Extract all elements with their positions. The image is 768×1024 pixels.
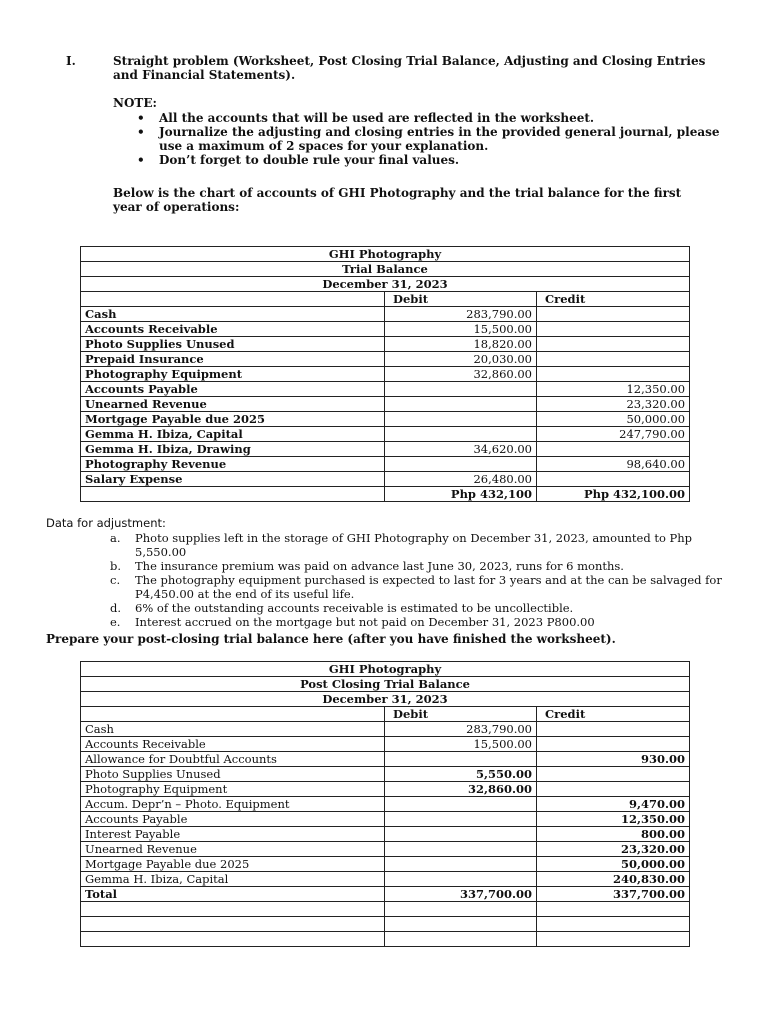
table-row [81,722,690,737]
adjustment-item [110,615,730,629]
section-numeral: I. [66,54,76,68]
table-row [81,827,690,842]
total-label [81,487,385,502]
account-name: Accounts Receivable [81,322,385,337]
tb-debit-header: Debit [385,292,537,307]
credit-cell [537,737,690,752]
credit-cell: 930.00 [537,752,690,767]
adjustment-item [110,559,730,573]
blank-row [81,917,690,932]
credit-cell [537,767,690,782]
account-name: Interest Payable [81,827,385,842]
pc-account-header [81,707,385,722]
debit-cell [385,827,537,842]
account-name: Mortgage Payable due 2025 [81,857,385,872]
note-list [137,111,727,167]
debit-cell [385,427,537,442]
table-row [81,367,690,382]
account-name: Salary Expense [81,472,385,487]
table-row [81,397,690,412]
debit-cell [385,797,537,812]
total-row [81,487,690,502]
debit-cell: 20,030.00 [385,352,537,367]
credit-cell [537,352,690,367]
account-name: Accounts Receivable [81,737,385,752]
account-name: Gemma H. Ibiza, Capital [81,872,385,887]
table-row [81,322,690,337]
total-credit: Php 432,100.00 [537,487,690,502]
table-row [81,842,690,857]
debit-cell: 283,790.00 [385,307,537,322]
account-name: Photography Equipment [81,367,385,382]
item-text: The insurance premium was paid on advance last June 30, 2023, runs for 6 months. [135,559,624,573]
total-debit: Php 432,100 [385,487,537,502]
credit-cell: 800.00 [537,827,690,842]
note-item: • Don’t forget to double rule your final values. [137,153,727,167]
problem-title: Straight problem (Worksheet, Post Closing Trial Balance, Adjusting and Closing Entries and Financial Statements). [113,54,706,82]
table-row [81,857,690,872]
debit-cell: 15,500.00 [385,737,537,752]
credit-cell [537,307,690,322]
adjustment-item [110,601,730,615]
item-text: 6% of the outstanding accounts receivable is estimated to be uncollectible. [135,601,574,615]
table-row [81,767,690,782]
adjustments-label: Data for adjustment: [46,516,166,530]
table-row [81,752,690,767]
table-row [81,737,690,752]
debit-cell [385,397,537,412]
item-text: Interest accrued on the mortgage but not paid on December 31, 2023 P800.00 [135,615,595,629]
table-row [81,457,690,472]
tb-date: December 31, 2023 [81,277,690,292]
debit-cell [385,812,537,827]
item-letter: a. [110,531,121,545]
account-name: Unearned Revenue [81,397,385,412]
account-name: Photo Supplies Unused [81,337,385,352]
note-item: • Journalize the adjusting and closing entries in the provided general journal, please use a maximum of 2 spaces for your explanation. [137,125,727,153]
account-name: Allowance for Doubtful Accounts [81,752,385,767]
credit-cell: 247,790.00 [537,427,690,442]
credit-cell [537,337,690,352]
debit-cell [385,752,537,767]
item-text: Photo supplies left in the storage of GHI Photography on December 31, 2023, amounted to Php 5,550.00 [135,531,693,559]
credit-cell: 240,830.00 [537,872,690,887]
debit-cell [385,412,537,427]
trial-balance-table [80,246,690,502]
pc-credit-header: Credit [537,707,690,722]
tb-company: GHI Photography [81,247,690,262]
debit-cell: 5,550.00 [385,767,537,782]
credit-cell: 12,350.00 [537,812,690,827]
table-row [81,797,690,812]
prepare-instruction: Prepare your post-closing trial balance here (after you have finished the worksheet). [46,632,616,646]
debit-cell: 32,860.00 [385,367,537,382]
blank-row [81,932,690,947]
adjustment-item [110,531,730,559]
credit-cell [537,322,690,337]
credit-cell [537,442,690,457]
credit-cell: 50,000.00 [537,857,690,872]
account-name: Mortgage Payable due 2025 [81,412,385,427]
table-row [81,337,690,352]
debit-cell [385,857,537,872]
account-name: Cash [81,307,385,322]
debit-cell [385,382,537,397]
table-row [81,872,690,887]
adjustments-list [110,531,730,629]
account-name: Photography Revenue [81,457,385,472]
account-name: Photo Supplies Unused [81,767,385,782]
table-row [81,427,690,442]
table-row [81,352,690,367]
debit-cell: 283,790.00 [385,722,537,737]
blank-row [81,902,690,917]
note-item: • All the accounts that will be used are reflected in the worksheet. [137,111,727,125]
debit-cell: 34,620.00 [385,442,537,457]
item-letter: e. [110,615,121,629]
credit-cell: 50,000.00 [537,412,690,427]
account-name: Gemma H. Ibiza, Capital [81,427,385,442]
item-text: The photography equipment purchased is expected to last for 3 years and at the can be salvaged for P4,450.00 at the end of its useful life. [135,573,722,601]
total-label: Total [81,887,385,902]
table-row [81,782,690,797]
debit-cell [385,842,537,857]
pc-title: Post Closing Trial Balance [81,677,690,692]
intro-text: Below is the chart of accounts of GHI Photography and the trial balance for the first year of operations: [113,186,682,214]
debit-cell [385,457,537,472]
table-row [81,812,690,827]
tb-credit-header: Credit [537,292,690,307]
account-name: Gemma H. Ibiza, Drawing [81,442,385,457]
note-label: NOTE: [113,96,157,110]
account-name: Cash [81,722,385,737]
table-row [81,412,690,427]
credit-cell [537,472,690,487]
credit-cell: 23,320.00 [537,842,690,857]
tb-account-header [81,292,385,307]
adjustment-item [110,573,730,601]
credit-cell: 12,350.00 [537,382,690,397]
item-letter: b. [110,559,122,573]
post-closing-table [80,661,690,947]
account-name: Unearned Revenue [81,842,385,857]
debit-cell [385,872,537,887]
total-credit: 337,700.00 [537,887,690,902]
credit-cell: 98,640.00 [537,457,690,472]
debit-cell: 15,500.00 [385,322,537,337]
pc-date: December 31, 2023 [81,692,690,707]
total-row [81,887,690,902]
item-letter: c. [110,573,121,587]
credit-cell: 9,470.00 [537,797,690,812]
pc-debit-header: Debit [385,707,537,722]
item-letter: d. [110,601,122,615]
total-debit: 337,700.00 [385,887,537,902]
account-name: Accum. Depr’n – Photo. Equipment [81,797,385,812]
table-row [81,472,690,487]
credit-cell [537,367,690,382]
debit-cell: 18,820.00 [385,337,537,352]
credit-cell [537,782,690,797]
debit-cell: 32,860.00 [385,782,537,797]
table-row [81,442,690,457]
pc-company: GHI Photography [81,662,690,677]
table-row [81,307,690,322]
account-name: Photography Equipment [81,782,385,797]
account-name: Prepaid Insurance [81,352,385,367]
credit-cell [537,722,690,737]
account-name: Accounts Payable [81,812,385,827]
tb-title: Trial Balance [81,262,690,277]
debit-cell: 26,480.00 [385,472,537,487]
table-row [81,382,690,397]
credit-cell: 23,320.00 [537,397,690,412]
account-name: Accounts Payable [81,382,385,397]
